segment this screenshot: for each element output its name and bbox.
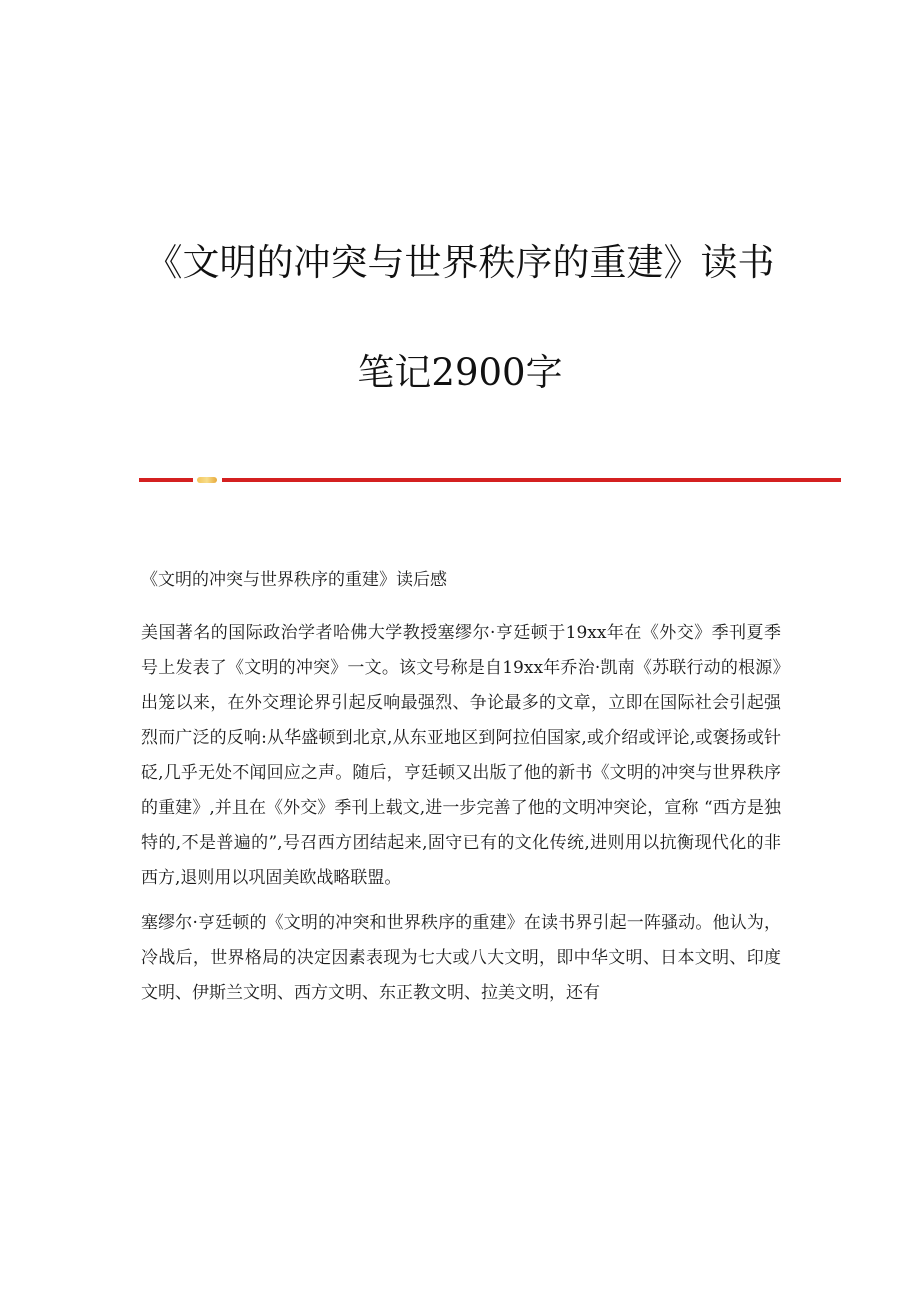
body-paragraph-2: 塞缪尔·亨廷顿的《文明的冲突和世界秩序的重建》在读书界引起一阵骚动。他认为，冷战后，世界格局的决定因素表现为七大或八大文明，即中华文明、日本文明、印度文明、伊斯兰文明、西方文明、东正教文明、拉美文明，还有 xyxy=(141,913,781,1003)
divider-left-segment xyxy=(139,478,193,482)
document-subtitle: 《文明的冲突与世界秩序的重建》读后感 xyxy=(141,570,447,590)
document-body xyxy=(141,563,781,1021)
divider-ornament-icon xyxy=(197,477,217,483)
divider-right-segment xyxy=(222,478,841,482)
title-line-2: 笔记2900字 xyxy=(357,351,563,394)
document-title xyxy=(0,208,920,428)
title-line-1: 《文明的冲突与世界秩序的重建》读书 xyxy=(145,241,775,284)
body-paragraph-1: 美国著名的国际政治学者哈佛大学教授塞缪尔·亨廷顿于19xx年在《外交》季刊夏季号上发表了《文明的冲突》一文。该文号称是自19xx年乔治·凯南《苏联行动的根源》出笼以来，在外交理论界引起反响最强烈、争论最多的文章，立即在国际社会引起强烈而广泛的反响:从华盛顿到北京,从东亚地区到阿拉伯国家,或介绍或评论,或褒扬或针砭,几乎无处不闻回应之声。随后，亨廷顿又出版了他的新书《文明的冲突与世界秩序的重建》,并且在《外交》季刊上载文,进一步完善了他的文明冲突论，宣称 “西方是独特的,不是普遍的”,号召西方团结起来,固守已有的文化传统,进则用以抗衡现代化的非西方,退则用以巩固美欧战略联盟。 xyxy=(141,623,781,888)
title-divider xyxy=(139,478,841,483)
